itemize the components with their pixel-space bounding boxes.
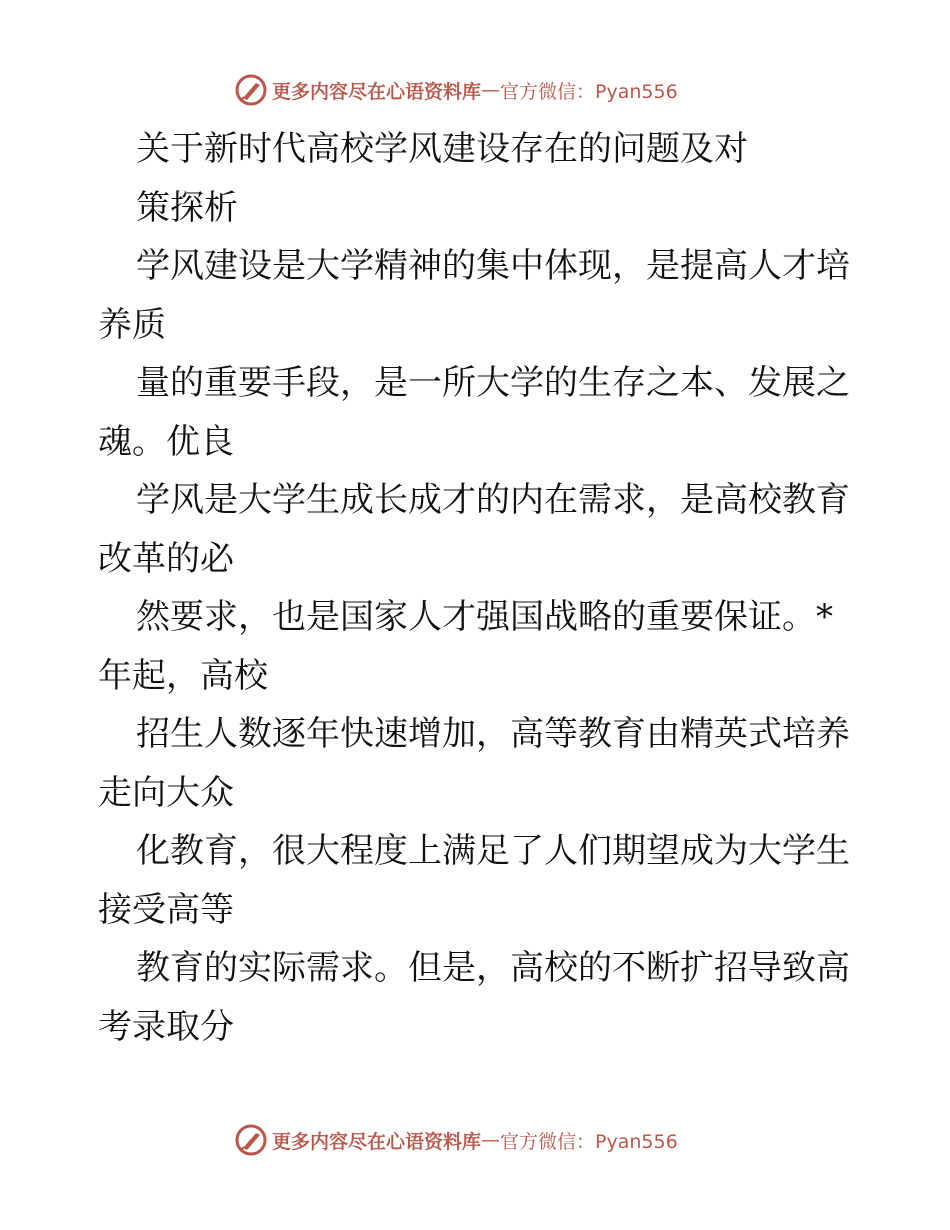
- text-line: 学风建设是大学精神的集中体现，是提高人才培: [136, 246, 850, 286]
- quill-pen-logo-icon: [234, 1123, 268, 1157]
- text-line: 养质: [98, 304, 166, 345]
- banner-text: 更多内容尽在心语资料库: [272, 1130, 482, 1153]
- text-line: 化教育，很大程度上满足了人们期望成为大学生: [136, 831, 850, 871]
- title-line-1: 关于新时代高校学风建设存在的问题及对: [136, 129, 748, 169]
- text-line: 年起，高校: [98, 655, 268, 696]
- header-banner: [234, 72, 754, 108]
- text-line: 学风是大学生成长成才的内在需求，是高校教育: [136, 480, 850, 520]
- banner-wechat: 官方微信：Pyan556: [500, 1130, 678, 1153]
- text-line: 接受高等: [98, 889, 234, 930]
- text-line: 教育的实际需求。但是，高校的不断扩招导致高: [136, 948, 850, 988]
- document-body: [98, 120, 858, 1056]
- text-line: 量的重要手段，是一所大学的生存之本、发展之: [136, 363, 850, 403]
- text-line: 然要求，也是国家人才强国战略的重要保证。*: [136, 597, 833, 637]
- banner-dash: —: [481, 1129, 501, 1151]
- text-line: 改革的必: [98, 538, 234, 579]
- footer-banner: [234, 1122, 754, 1158]
- banner-wechat: 官方微信：Pyan556: [500, 80, 678, 103]
- text-line: 招生人数逐年快速增加，高等教育由精英式培养: [136, 714, 850, 754]
- quill-pen-logo-icon: [234, 73, 268, 107]
- text-line: 魂。优良: [98, 421, 234, 462]
- text-line: 考录取分: [98, 1006, 234, 1047]
- banner-text: 更多内容尽在心语资料库: [272, 80, 482, 103]
- banner-dash: —: [481, 79, 501, 101]
- title-line-2: 策探析: [136, 187, 238, 228]
- text-line: 走向大众: [98, 772, 234, 813]
